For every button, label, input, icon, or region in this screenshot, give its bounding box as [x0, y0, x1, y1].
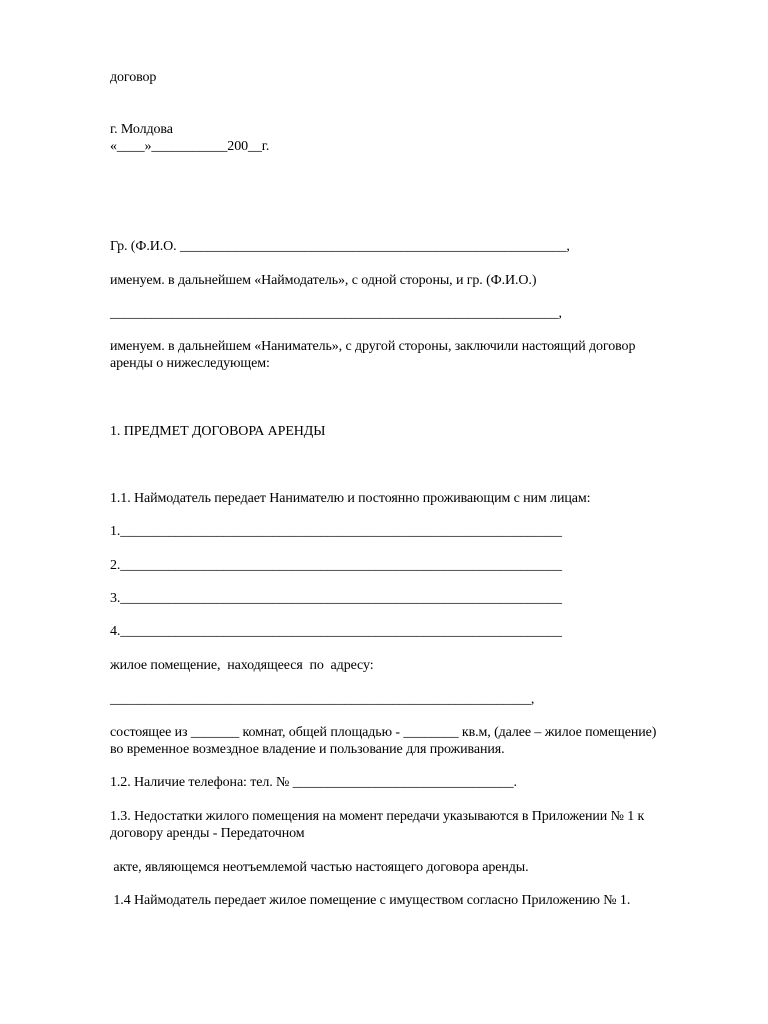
city-line: г. Молдова	[110, 122, 173, 137]
clause-1-2: 1.2. Наличие телефона: тел. № ________________________________.	[110, 775, 517, 790]
consists-line-2: во временное возмездное владение и пользование для проживания.	[110, 742, 505, 757]
consists-line-1: состоящее из _______ комнат, общей площадью - ________ кв.м, (далее – жилое помещение)	[110, 725, 657, 740]
clause-1-4: 1.4 Наймодатель передает жилое помещение с имуществом согласно Приложению № 1.	[110, 893, 631, 908]
party2-blank-line: _________________________________________________________________,	[110, 306, 562, 321]
clause-1-3-line-3: акте, являющемся неотъемлемой частью настоящего договора аренды.	[110, 860, 529, 875]
date-line: «____»___________200__г.	[110, 139, 270, 154]
address-blank-line: _____________________________________________________________,	[110, 692, 535, 707]
person-line-3: 3.________________________________________________________________	[110, 591, 562, 606]
document-title: договор	[110, 70, 157, 85]
person-line-2: 2.________________________________________________________________	[110, 558, 562, 573]
party1-named-line: именуем. в дальнейшем «Наймодатель», с одной стороны, и гр. (Ф.И.О.)	[110, 273, 537, 288]
party2-named-line: именуем. в дальнейшем «Наниматель», с другой стороны, заключили настоящий договор	[110, 339, 636, 354]
person-line-4: 4.________________________________________________________________	[110, 624, 562, 639]
section-heading: 1. ПРЕДМЕТ ДОГОВОРА АРЕНДЫ	[110, 424, 326, 439]
person-line-1: 1.________________________________________________________________	[110, 524, 562, 539]
clause-1-1: 1.1. Наймодатель передает Нанимателю и постоянно проживающим с ним лицам:	[110, 491, 591, 506]
party1-line: Гр. (Ф.И.О. ________________________________________________________,	[110, 239, 570, 254]
premises-address-line: жилое помещение, находящееся по адресу:	[110, 658, 374, 673]
party2-named-line-2: аренды о нижеследующем:	[110, 356, 270, 371]
clause-1-3-line-1: 1.3. Недостатки жилого помещения на момент передачи указываются в Приложении № 1 к	[110, 809, 645, 824]
clause-1-3-line-2: договору аренды - Передаточном	[110, 826, 305, 841]
